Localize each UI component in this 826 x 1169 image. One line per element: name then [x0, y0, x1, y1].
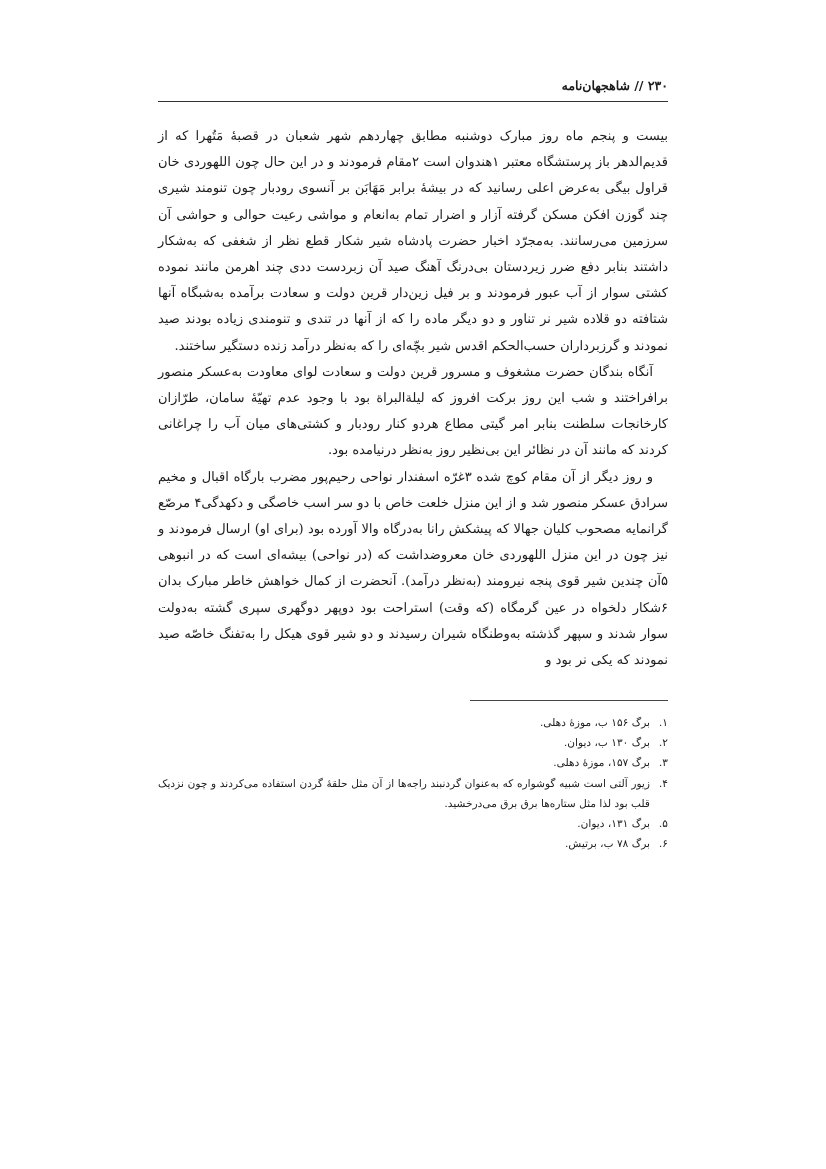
footnote-number: ۱.	[658, 717, 668, 729]
footnote-number: ۲.	[658, 737, 668, 750]
footnote-number: ۳.	[658, 757, 668, 770]
running-head: ۲۳۰ // شاهجهان‌نامه	[561, 78, 668, 93]
footnote	[158, 834, 668, 854]
footnote-number: ۴.	[658, 777, 668, 790]
header-rule	[158, 101, 668, 102]
paragraph: بیست و پنجم ماه روز مبارک دوشنبه مطابق چهاردهم شهر شعبان در قصبهٔ مَتُهرا که از قدیم‌الدهر باز پرستشگاه معتبر ۱هندوان است ۲مقام فرمودند و در این حال چون اللهوردی خان قراول بیگی به‌عرض اعلی رسانید که در بیشهٔ برابر مَهَابَن بر آنسوی رودبار چون تنومند شیری چند گوزن افکن مسکن گرفته آزار و اضرار تمام به‌انعام و مواشی رعیت حوالی و حواشی آن سرزمین می‌رسانند. به‌مجرّد اخبار حضرت پادشاه شیر شکار قطع نظر از شغفی که به‌شکار داشتند بنابر دفع ضرر زیردستان بی‌درنگ آهنگ صید آن زبردست ددی چند اهرمن مانند نموده کشتی سوار از آب عبور فرمودند و بر فیل زین‌دار قرین دولت و سعادت برآمده به‌شبگاه آنها شتافته دو قلاده شیر نر تناور و دو دیگر ماده را که از آنها در تندی و تنومندی زیاده بودند صید نمودند و گرزبرداران حسب‌الحکم اقدس شیر بچّه‌ای را که به‌نظر درآمد زنده دستگیر ساختند.	[158, 129, 668, 354]
footnote	[158, 753, 668, 773]
footnote	[158, 713, 668, 733]
footnote-text: برگ ۷۸ ب، برتیش.	[565, 838, 650, 851]
paragraph: و روز دیگر از آن مقام کوچ شده ۳غرّه اسفندار نواحی رحیم‌پور مضرب بارگاه اقبال و مخیم سرادق عسکر منصور شد و از این منزل خلعت خاص با دو سر اسب خاصگی و دکهدگی۴ مرصّع گرانمایه مصحوب کلیان جهالا که پیشکش رانا به‌درگاه والا آورده بود (برای او) ارسال فرمودند و نیز چون در این منزل اللهوردی خان معروضداشت که (در نواحی) بیشه‌ای است که در انبوهی ۵آن چندین شیر قوی پنجه نیرومند (به‌نظر درآمد). آنحضرت از کمال خواهش خاطر مبارک بدان ۶شکار دلخواه در عین گرمگاه (که وقت) استراحت بود دوپهر دوگهری سپری گشته به‌دولت سوار شدند و سپهر گذشته به‌وطنگاه شیران رسیدند و دو شیر قوی هیکل را به‌تفنگ خاصّه صید نمودند که یکی نر بود و	[158, 469, 668, 669]
footnote-text: برگ ۱۵۷، موزهٔ دهلی.	[553, 757, 650, 770]
footnote-number: ۶.	[658, 838, 668, 851]
footnote-text: زیور آلتی است شبیه گوشواره که به‌عنوان گردنبند راجه‌ها از آن مثل حلقهٔ گردن استفاده می‌کردند و چون نزدیک قلب بود لذا مثل ستاره‌ها برق برق می‌درخشید.	[158, 777, 650, 810]
footnote-rule	[470, 700, 668, 701]
footnote-text: برگ ۱۵۶ ب، موزهٔ دهلی.	[539, 717, 650, 729]
main-text	[158, 124, 668, 674]
footnote-number: ۵.	[658, 818, 668, 831]
footnote-text: برگ ۱۳۱، دیوان.	[577, 818, 650, 831]
footnote	[158, 814, 668, 834]
footnote	[158, 733, 668, 753]
footnote-text: برگ ۱۳۰ ب، دیوان.	[563, 737, 650, 750]
footnote	[158, 774, 668, 814]
paragraph: آنگاه بندگان حضرت مشغوف و مسرور قرین دولت و سعادت لوای معاودت به‌عسکر منصور برافراختند و شب این روز برکت افروز که لیلة‌البراة بود با وجود عدم تهیّهٔ سامان، طرّازان کارخانجات سلطنت بنابر امر گیتی مطاع هردو کنار رودبار و کشتی‌های میان آب را چراغانی کردند که مانند آن در نظائر این بی‌نظیر روز به‌نظر درنیامده بود.	[158, 364, 668, 459]
footnotes	[158, 713, 668, 854]
